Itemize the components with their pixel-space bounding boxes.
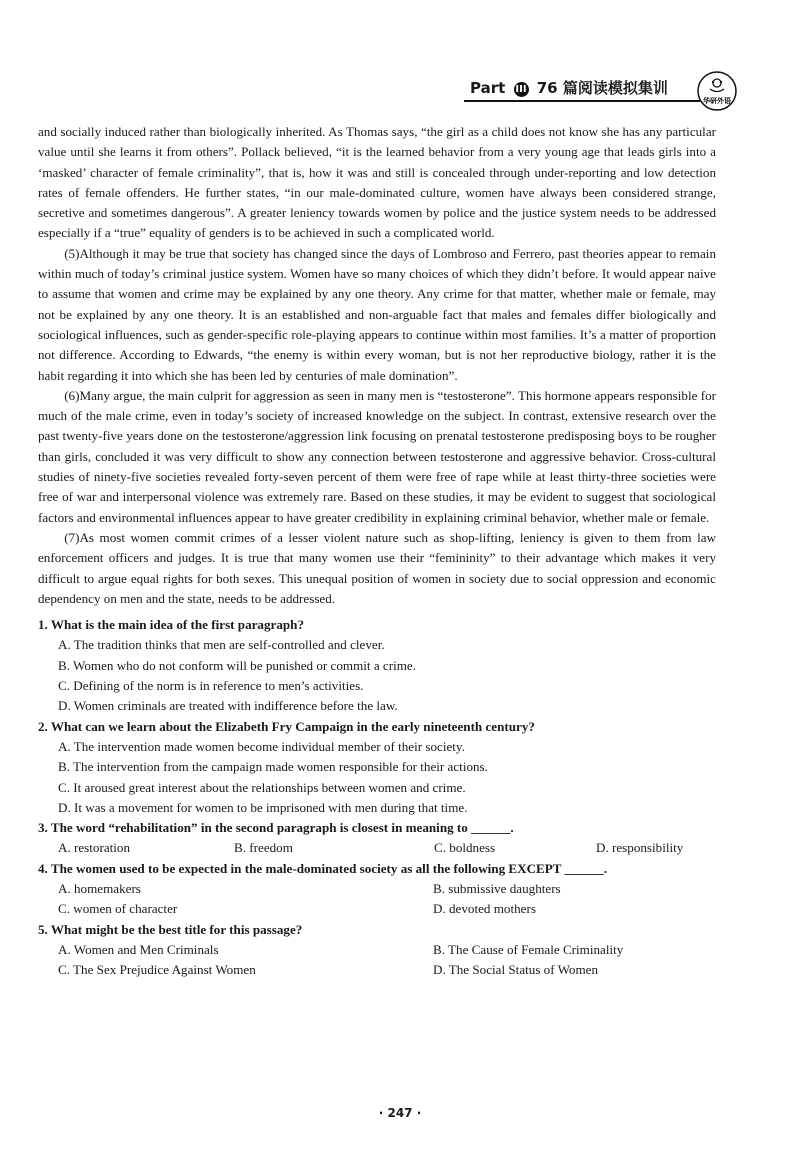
options-row: [38, 940, 716, 960]
option-b[interactable]: B. Women who do not conform will be punished or commit a crime.: [58, 657, 416, 673]
option-c[interactable]: C. women of character: [58, 901, 178, 917]
question-stem: 1. What is the main idea of the first paragraph?: [38, 617, 304, 633]
option-b[interactable]: B. submissive daughters: [433, 880, 561, 896]
article-content: [38, 122, 716, 980]
option-d[interactable]: D. responsibility: [596, 840, 684, 856]
option-d[interactable]: D. The Social Status of Women: [433, 962, 599, 978]
part-number-badge: III: [515, 84, 527, 95]
page-header: [440, 70, 790, 114]
option-c[interactable]: C. It aroused great interest about the relationships between women and crime.: [58, 779, 466, 795]
publisher-logo-icon: [696, 70, 738, 112]
header-title: [470, 77, 668, 98]
option-d[interactable]: D. devoted mothers: [433, 901, 536, 917]
option-a[interactable]: A. The tradition thinks that men are self-controlled and clever.: [58, 637, 385, 653]
question-3: [38, 818, 716, 859]
question-stem: 4. The women used to be expected in the male-dominated society as all the following EXCEPT ______.: [38, 860, 608, 876]
option-a[interactable]: A. restoration: [58, 840, 130, 856]
option-c[interactable]: C. The Sex Prejudice Against Women: [58, 962, 256, 978]
question-stem: 3. The word “rehabilitation” in the second paragraph is closest in meaning to ______.: [38, 820, 514, 836]
question-5: [38, 920, 716, 981]
option-d[interactable]: D. Women criminals are treated with indifference before the law.: [58, 698, 398, 714]
option-d[interactable]: D. It was a movement for women to be imprisoned with men during that time.: [58, 799, 468, 815]
option-a[interactable]: A. The intervention made women become individual member of their society.: [58, 738, 465, 754]
option-a[interactable]: A. Women and Men Criminals: [58, 941, 219, 957]
part-label: Part: [470, 79, 506, 97]
option-a[interactable]: A. homemakers: [58, 880, 141, 896]
header-rule: [464, 100, 700, 102]
option-b[interactable]: B. The intervention from the campaign made women responsible for their actions.: [58, 759, 488, 775]
section-title: 76 篇阅读模拟集训: [536, 79, 668, 97]
options-row: [38, 960, 716, 980]
logo-text: 华研外语: [703, 97, 731, 105]
option-b[interactable]: B. freedom: [234, 840, 293, 856]
question-stem: 5. What might be the best title for this passage?: [38, 921, 303, 937]
option-c[interactable]: C. boldness: [434, 840, 496, 856]
option-b[interactable]: B. The Cause of Female Criminality: [433, 941, 624, 957]
paragraph-5: (5)Although it may be true that society has changed since the days of Lombroso and Ferrero, past theories appear to remain within much of today’s criminal justice system. Women have so many choices of which they didn’t before. It would appear naive to assume that women and crime may be explained by any one theory. Any crime for that matter, whether male or female, may not be explained by any one theory. It is an established and non-arguable fact that males and females differ biologically and sociological influences, such as gender-specific role-playing appears to continue within most families. It’s a matter of proportion not difference. According to Edwards, “the enemy is within every woman, but is not her reproductive biology, rather it is the habit regarding it into which she has been led by centuries of male domination”.: [38, 245, 716, 383]
option-c[interactable]: C. Defining of the norm is in reference to men’s activities.: [58, 678, 364, 694]
paragraph-4-continued: and socially induced rather than biologically inherited. As Thomas says, “the girl as a child does not know she has any particular value until she learns it from others”. Pollack believed, “it is the learned behavior from a very young age that leads girls into a ‘masked’ character of female criminality”, that is, how it was and still is concealed through under-reporting and low detection rates of female offenders. He further states, “in our male-dominated culture, women have always been considered strange, secretive and sometimes dangerous”. A greater leniency towards women by police and the justice system needs to be addressed especially if a “true” equality of genders is to be achieved in such a complicated world.: [38, 124, 716, 241]
options-row: [38, 838, 716, 858]
paragraph-6: (6)Many argue, the main culprit for aggression as seen in many men is “testosterone”. This hormone appears responsible for much of the male crime, even in today’s society of increased knowledge on the subject. In contrast, extensive research over the past twenty-five years done on the testosterone/aggression link focusing on prenatal testosterone predisposing boys to be rougher than girls, concluded it was very difficult to show any connection between testosterone and aggressive behavior. Cross-cultural studies of ninety-five societies revealed forty-seven percent of them were free of rape while at least thirty-three societies were free of war and interpersonal violence was extremely rare. Based on these studies, it may be evident to suggest that sociological factors and environmental influences appear to have greater credibility in explaining criminal behavior, whether male or female.: [38, 387, 716, 525]
paragraph-7: (7)As most women commit crimes of a lesser violent nature such as shop-lifting, leniency is given to them from law enforcement officers and judges. It is true that many women use their “femininity” to their advantage which makes it very difficult to argue equal rights for both sexes. This unequal position of women in society due to social oppression and economic dependency on men and the state, needs to be addressed.: [38, 529, 716, 606]
options-row: [38, 899, 716, 919]
question-stem: 2. What can we learn about the Elizabeth Fry Campaign in the early nineteenth century?: [38, 718, 535, 734]
question-4: [38, 859, 716, 920]
question-2: [38, 717, 716, 818]
question-1: [38, 615, 716, 716]
options-row: [38, 879, 716, 899]
page-number: · 247 ·: [378, 1106, 422, 1120]
